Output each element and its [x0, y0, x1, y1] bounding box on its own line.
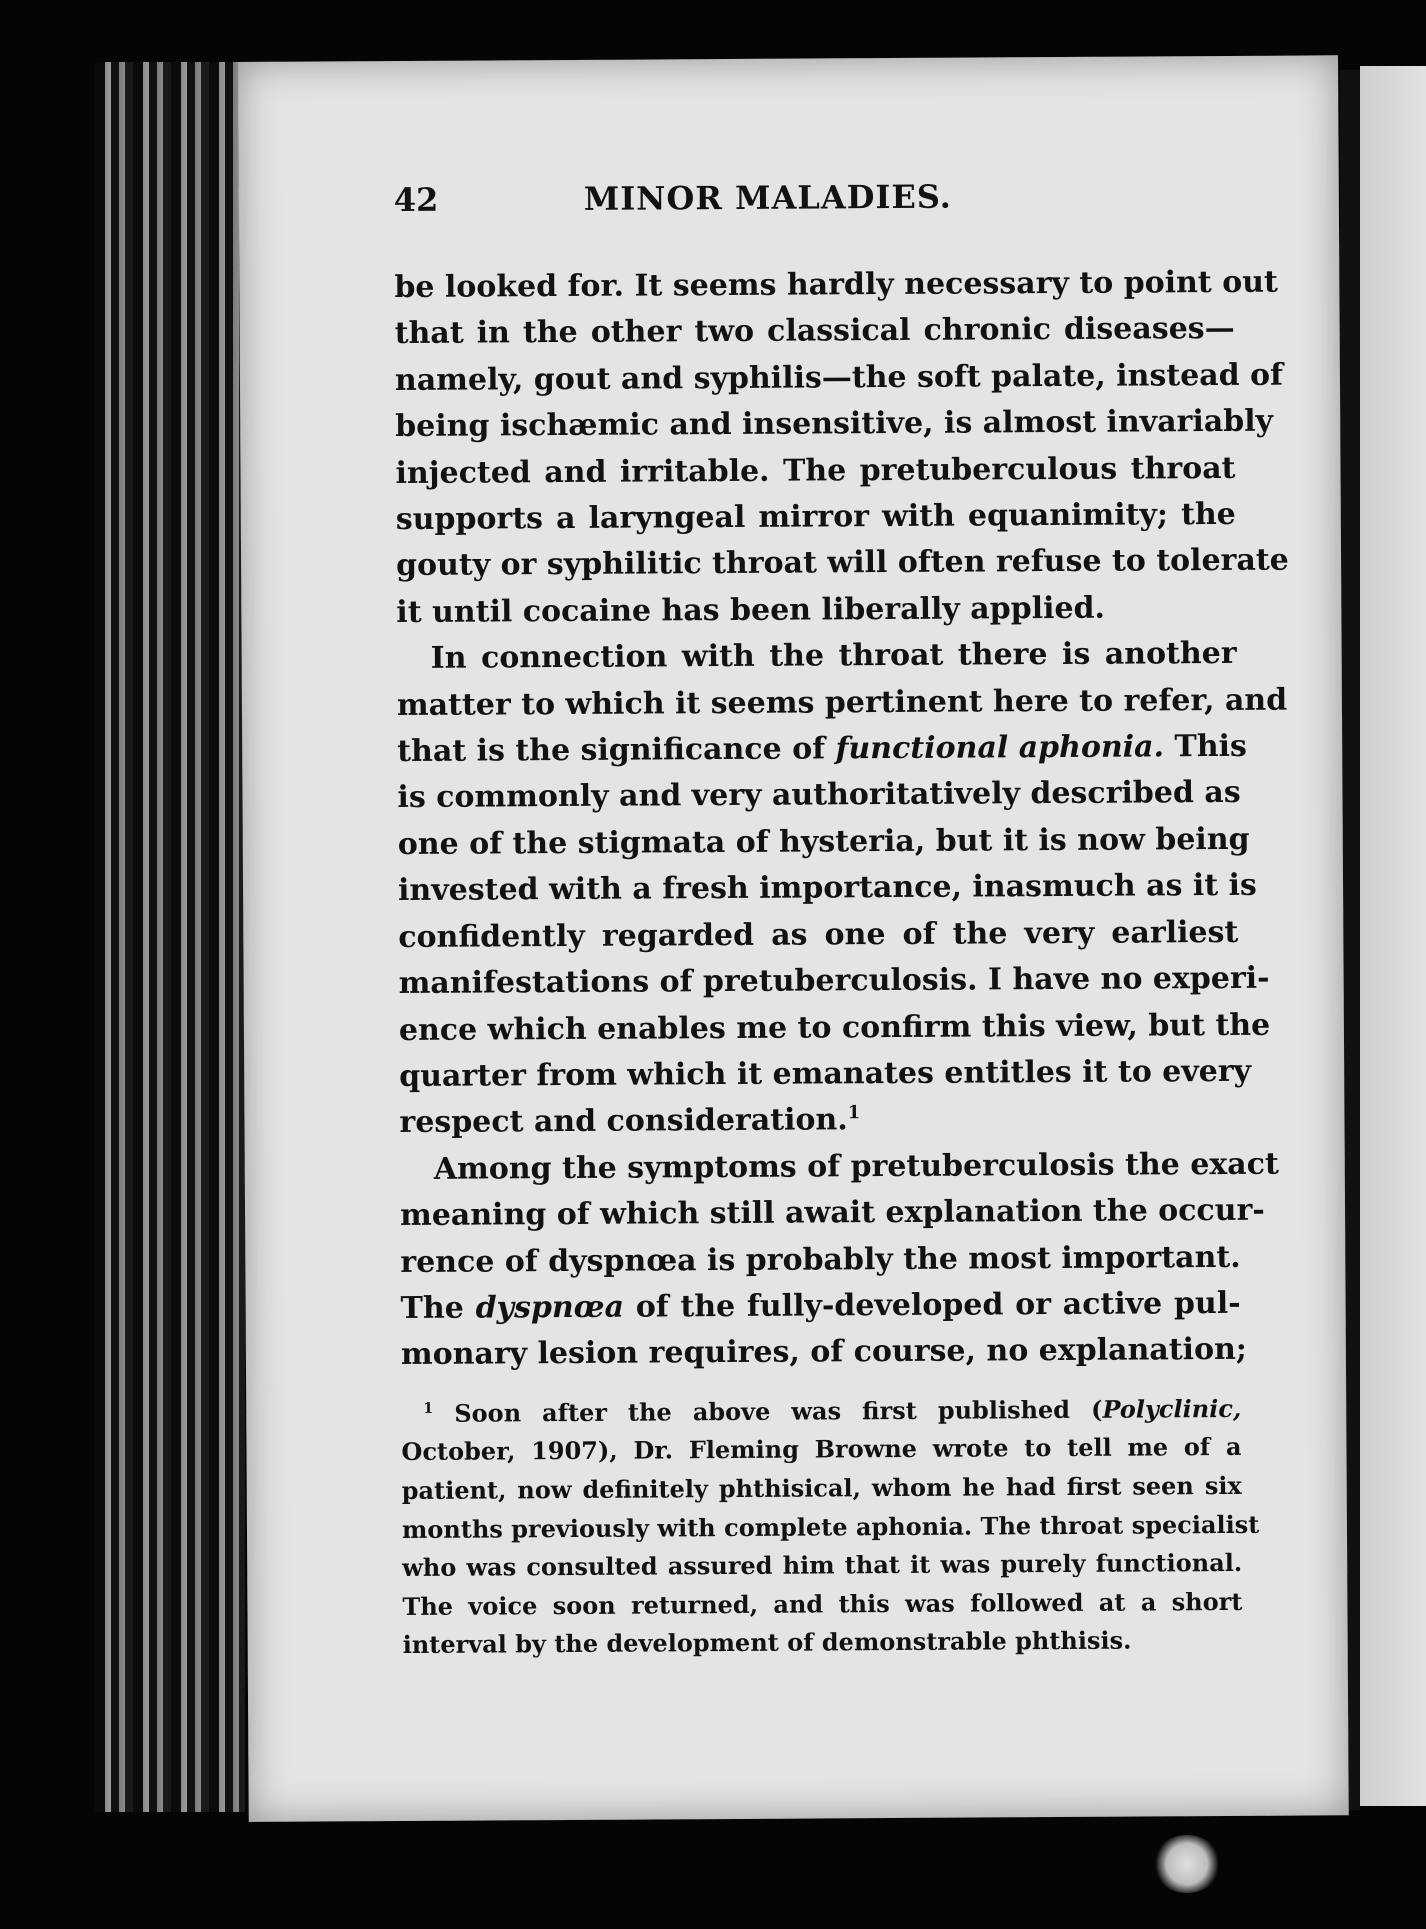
- page-header: [394, 176, 1234, 251]
- book-page: [238, 55, 1349, 1822]
- page-number: 42: [393, 180, 439, 220]
- text-line: namely, gout and syphilis—the soft palate, instead of: [394, 357, 1284, 398]
- text-fragment: This: [1174, 728, 1247, 765]
- footnote-marker: 1: [423, 1399, 434, 1417]
- text-line: ence which enables me to confirm this view, but the: [398, 1007, 1271, 1048]
- text-line-with-italic: [400, 1281, 1240, 1333]
- text-line: being ischæmic and insensitive, is almost invariably: [395, 403, 1274, 445]
- page-text-block: [393, 176, 1289, 1665]
- italic-journal: Polyclinic,: [1102, 1393, 1242, 1424]
- text-fragment: respect and consideration.: [399, 1102, 848, 1141]
- footnote-line: patient, now definitely phthisical, whom he had first seen six: [401, 1470, 1242, 1505]
- paragraph-1: [394, 260, 1289, 636]
- text-line: gouty or syphilitic throat will often refuse to tolerate: [395, 543, 1289, 584]
- text-line: supports a laryngeal mirror with equanimity; the: [395, 496, 1236, 538]
- text-line: rence of dyspnœa is probably the most important.: [400, 1239, 1241, 1280]
- text-line-with-italic: [397, 724, 1247, 776]
- text-fragment: Soon after the above was first published (: [454, 1394, 1103, 1428]
- italic-phrase: functional aphonia.: [835, 729, 1165, 767]
- footnote: [401, 1390, 1260, 1665]
- paragraph-3: [399, 1142, 1279, 1379]
- text-line: that in the other two classical chronic diseases—: [394, 311, 1235, 352]
- text-line: meaning of which still await explanation the occur-: [399, 1192, 1265, 1234]
- footnote-line: months previously with complete aphonia. The throat specialist: [401, 1509, 1260, 1544]
- text-line: it until cocaine has been liberally applied.: [396, 590, 1106, 630]
- footnote-reference: 1: [847, 1102, 861, 1124]
- text-line: one of the stigmata of hysteria, but it is now being: [397, 821, 1250, 862]
- paragraph-2: [396, 631, 1288, 1147]
- running-head: MINOR MALADIES.: [583, 177, 952, 218]
- text-fragment: that is the significance of: [397, 731, 826, 770]
- book-spine-page-edges: [95, 62, 245, 1812]
- smudge-mark: [1152, 1835, 1222, 1893]
- text-line: manifestations of pretuberculosis. I have no experi-: [398, 960, 1270, 1002]
- footnote-line: [401, 1390, 1241, 1434]
- text-line: confidently regarded as one of the very earliest: [398, 914, 1239, 955]
- footnote-line: The voice soon returned, and this was followed at a short: [402, 1586, 1243, 1621]
- text-fragment: The: [400, 1290, 464, 1326]
- body-text: [394, 260, 1289, 1379]
- italic-word: dyspnœa: [475, 1289, 625, 1326]
- facing-page-edge: [1360, 66, 1426, 1806]
- text-line: matter to which it seems pertinent here to refer, and: [396, 682, 1288, 723]
- text-line: [399, 1095, 1239, 1147]
- text-line: quarter from which it emanates entitles it to every: [399, 1053, 1252, 1094]
- text-line: injected and irritable. The pretuberculous throat: [395, 450, 1236, 491]
- text-fragment: of the fully-developed or active pul-: [635, 1285, 1241, 1325]
- text-line: be looked for. It seems hardly necessary to point out: [394, 264, 1278, 306]
- footnote-line: interval by the development of demonstrable phthisis.: [402, 1625, 1132, 1660]
- text-line: is commonly and very authoritatively described as: [397, 775, 1241, 816]
- text-line: invested with a fresh importance, inasmuch as it is: [397, 868, 1257, 909]
- text-line: Among the symptoms of pretuberculosis the exact: [433, 1146, 1279, 1187]
- footnote-line: who was consulted assured him that it was purely functional.: [402, 1548, 1243, 1583]
- text-line: monary lesion requires, of course, no explanation;: [400, 1332, 1248, 1373]
- text-line: In connection with the throat there is another: [430, 636, 1237, 677]
- footnote-line: October, 1907), Dr. Fleming Browne wrote to tell me of a: [401, 1432, 1242, 1467]
